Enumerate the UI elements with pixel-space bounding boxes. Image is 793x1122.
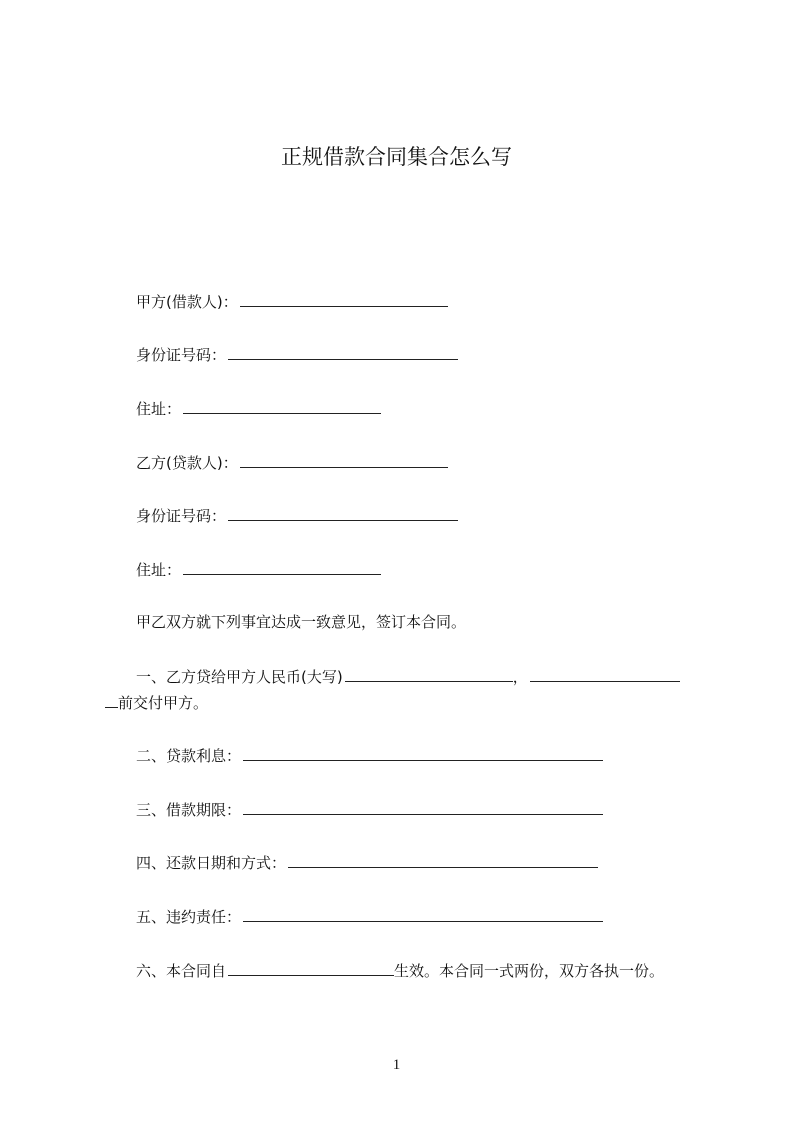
document-title: 正规借款合同集合怎么写: [281, 145, 512, 169]
party-a-address-line: [136, 398, 381, 419]
party-b-id-label: 身份证号码：: [136, 507, 227, 525]
party-a-line: [136, 291, 448, 312]
clause-3-label: 三、借款期限：: [136, 801, 242, 819]
clause-6-date-blank[interactable]: [228, 960, 394, 976]
party-a-id-blank[interactable]: [228, 344, 458, 360]
clause-6-text: 六、本合同自: [136, 962, 227, 980]
party-b-line: [136, 452, 448, 473]
clause-6-line: [136, 960, 664, 981]
party-b-id-blank[interactable]: [228, 505, 458, 521]
clause-5-label: 五、违约责任：: [136, 908, 242, 926]
party-a-name-blank[interactable]: [240, 291, 448, 307]
party-a-label: 甲方(借款人)：: [136, 293, 238, 311]
party-b-label: 乙方(贷款人)：: [136, 454, 238, 472]
clause-2-blank[interactable]: [243, 745, 603, 761]
party-b-address-line: [136, 559, 381, 580]
party-b-name-blank[interactable]: [240, 452, 448, 468]
clause-1-date-blank-continued[interactable]: [105, 692, 118, 708]
clause-3-blank[interactable]: [243, 799, 603, 815]
clause-2-label: 二、贷款利息：: [136, 747, 242, 765]
party-b-address-label: 住址：: [136, 561, 182, 579]
party-b-id-line: [136, 505, 458, 526]
clause-3-line: [136, 799, 603, 820]
party-a-id-line: [136, 344, 458, 365]
clause-1-continuation-line: [105, 692, 208, 713]
clause-1-line: [136, 666, 680, 687]
clause-4-line: [136, 852, 598, 873]
clause-1-amount-blank[interactable]: [345, 666, 513, 682]
clause-6-suffix: 生效。本合同一式两份，双方各执一份。: [394, 962, 665, 980]
clause-5-blank[interactable]: [243, 906, 603, 922]
party-a-address-blank[interactable]: [183, 398, 381, 414]
agreement-paragraph: 甲乙双方就下列事宜达成一致意见，签订本合同。: [136, 613, 467, 631]
clause-1-text: 一、乙方贷给甲方人民币(大写): [136, 668, 343, 686]
clause-2-line: [136, 745, 603, 766]
clause-1-comma: ，: [512, 668, 528, 686]
party-a-id-label: 身份证号码：: [136, 346, 227, 364]
party-b-address-blank[interactable]: [183, 559, 381, 575]
clause-4-label: 四、还款日期和方式：: [136, 854, 287, 872]
clause-1-date-blank[interactable]: [530, 666, 680, 682]
page-number: 1: [392, 1057, 401, 1073]
clause-5-line: [136, 906, 603, 927]
party-a-address-label: 住址：: [136, 400, 182, 418]
clause-4-blank[interactable]: [288, 852, 598, 868]
clause-1-continuation: 前交付甲方。: [118, 694, 209, 712]
